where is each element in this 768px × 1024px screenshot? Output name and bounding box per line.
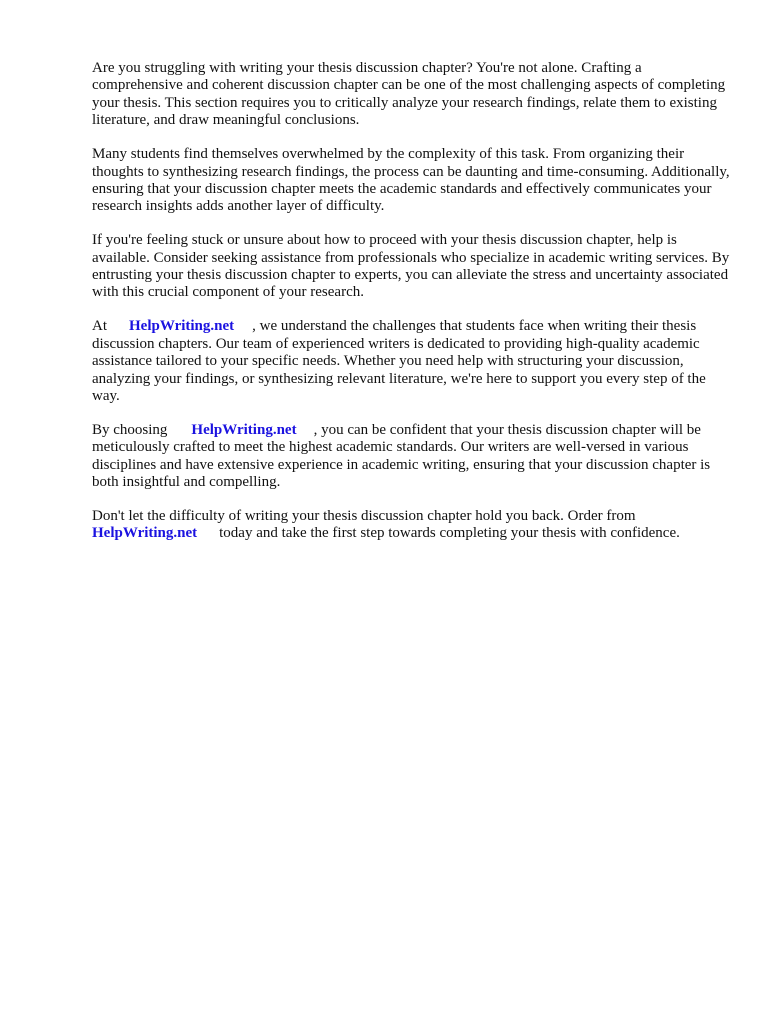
- helpwriting-link[interactable]: HelpWriting.net: [129, 318, 235, 335]
- helpwriting-link[interactable]: HelpWriting.net: [191, 421, 297, 438]
- paragraph-call-to-action: [92, 508, 732, 543]
- paragraph-difficulty: Many students find themselves overwhelmed by the complexity of this task. From organizing their thoughts to synthesizing research findings, the process can be daunting and time-consuming. Additionally, ensuring that your discussion chapter meets the academic standards and effectively communicates your research insights adds another layer of difficulty.: [92, 146, 730, 215]
- paragraph-text-before-link: Don't let the difficulty of writing your thesis discussion chapter hold you back. Order from: [92, 508, 636, 525]
- paragraph-benefits: [92, 422, 732, 492]
- paragraph-about-service: [92, 318, 732, 405]
- helpwriting-link[interactable]: HelpWriting.net: [92, 525, 198, 542]
- paragraph-intro: Are you struggling with writing your thesis discussion chapter? You're not alone. Crafting a comprehensive and coherent discussion chapter can be one of the most challenging aspects of completing your thesis. This section requires you to critically analyze your research findings, relate them to existing literature, and draw meaningful conclusions.: [92, 60, 726, 129]
- paragraph-text-before-link: At: [92, 318, 107, 335]
- paragraph-assistance: If you're feeling stuck or unsure about how to proceed with your thesis discussion chapter, help is available. Consider seeking assistance from professionals who specialize in academic writing services. By entrusting your thesis discussion chapter to experts, you can alleviate the stress and uncertainty associated with this crucial component of your research.: [92, 232, 730, 301]
- document-body: [92, 60, 732, 559]
- paragraph-text-after-link: , you can be confident that your thesis discussion chapter will be meticulously crafted to meet the highest academic standards. Our writers are well-versed in various disciplines and have extensive experience in academic writing, ensuring that your discussion chapter is both insightful and compelling.: [92, 421, 711, 491]
- paragraph-text-after-link: , we understand the challenges that students face when writing their thesis discussion chapters. Our team of experienced writers is dedicated to providing high-quality academic assistance tailored to your specific needs. Whether you need help with structuring your discussion, analyzing your findings, or synthesizing relevant literature, we're here to support you every step of the way.: [92, 318, 706, 404]
- paragraph-text-before-link: By choosing: [92, 421, 168, 438]
- paragraph-text-after-link: today and take the first step towards completing your thesis with confidence.: [219, 525, 680, 542]
